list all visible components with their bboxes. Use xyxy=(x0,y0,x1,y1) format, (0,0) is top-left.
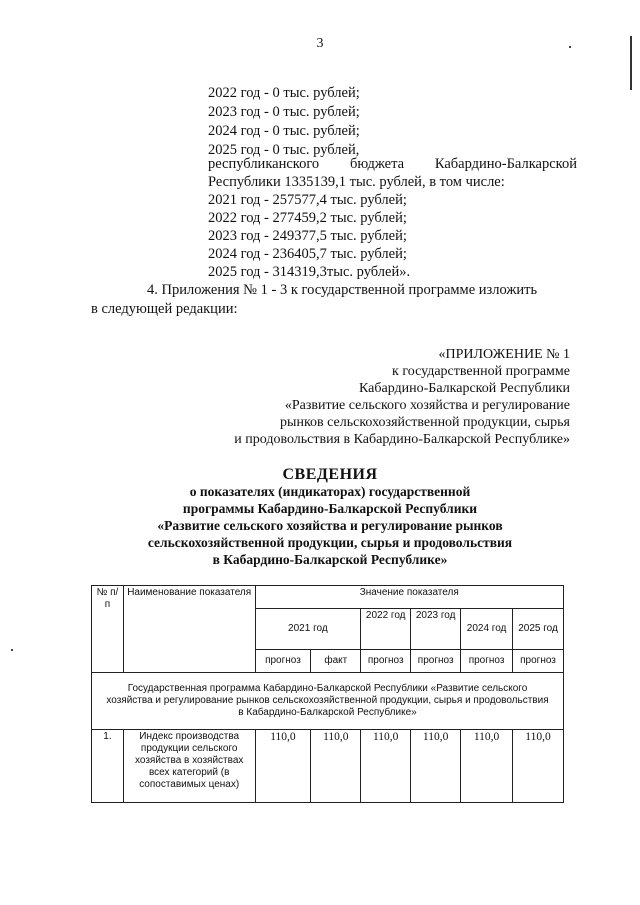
heading-line: сельскохозяйственной продукции, сырья и продовольствия xyxy=(147,535,513,550)
page-number: 3 xyxy=(316,36,324,51)
heading-line: в Кабардино-Балкарской Республике» xyxy=(212,552,448,567)
budget-year-line: 2024 год - 236405,7 тыс. рублей; xyxy=(208,246,407,262)
row-value: 110,0 xyxy=(411,730,461,803)
scan-speck xyxy=(11,649,13,651)
header-year: 2021 год xyxy=(255,609,361,650)
budget-year-line: 2022 год - 277459,2 тыс. рублей; xyxy=(208,210,407,226)
table-row xyxy=(92,730,564,803)
scan-speck xyxy=(569,46,571,48)
appendix-header xyxy=(150,346,570,448)
appendix-line: к государственной программе xyxy=(392,364,570,379)
header-name: Наименование показателя xyxy=(123,586,255,673)
republic-budget-line: республиканского бюджета Кабардино-Балкарской xyxy=(208,156,577,172)
appendix-line: «Развитие сельского хозяйства и регулирование xyxy=(284,398,570,413)
subhead-forecast: прогноз xyxy=(513,650,564,673)
appendix-line: и продовольствия в Кабардино-Балкарской Республике» xyxy=(234,432,570,447)
heading-line: о показателях (индикаторах) государственной xyxy=(189,484,471,499)
heading-title: СВЕДЕНИЯ xyxy=(282,466,378,483)
row-name: Индекс производства продукции сельского хозяйства в хозяйствах всех категорий (в сопоставимых ценах) xyxy=(123,730,255,803)
scan-edge-mark xyxy=(630,36,632,90)
appendix-line: рынков сельскохозяйственной продукции, сырья xyxy=(280,415,570,430)
budget-line: 2023 год - 0 тыс. рублей; xyxy=(208,104,360,120)
section-title: Государственная программа Кабардино-Балкарской Республики «Развитие сельского хозяйства и регулирование рынков сельскохозяйственной продукции, сырья и продовольствия в Кабардино-Балкарской Республике» xyxy=(92,673,564,730)
header-num: № п/п xyxy=(92,586,124,673)
row-value: 110,0 xyxy=(311,730,361,803)
budget-year-line: 2023 год - 249377,5 тыс. рублей; xyxy=(208,228,407,244)
row-value: 110,0 xyxy=(513,730,564,803)
subhead-fact: факт xyxy=(311,650,361,673)
item4-text: 4. Приложения № 1 - 3 к государственной программе изложить xyxy=(147,282,538,298)
budget-line: 2024 год - 0 тыс. рублей; xyxy=(208,123,360,139)
indicators-table xyxy=(91,585,564,803)
item4-text: в следующей редакции: xyxy=(91,301,238,317)
budget-year-line: 2021 год - 257577,4 тыс. рублей; xyxy=(208,192,407,208)
header-year: 2025 год xyxy=(513,609,564,650)
appendix-line: «ПРИЛОЖЕНИЕ № 1 xyxy=(438,347,570,362)
header-value: Значение показателя xyxy=(255,586,564,609)
heading-line: «Развитие сельского хозяйства и регулирование рынков xyxy=(157,518,503,533)
row-value: 110,0 xyxy=(255,730,311,803)
subhead-forecast: прогноз xyxy=(411,650,461,673)
appendix-line: Кабардино-Балкарской Республики xyxy=(359,381,570,396)
budget-year-line: 2025 год - 314319,3тыс. рублей». xyxy=(208,264,411,280)
subhead-forecast: прогноз xyxy=(461,650,513,673)
document-heading xyxy=(60,466,600,568)
header-year: 2022 год xyxy=(361,609,411,650)
budget-line: 2025 год - 0 тыс. рублей, xyxy=(208,142,360,158)
row-value: 110,0 xyxy=(361,730,411,803)
subhead-forecast: прогноз xyxy=(361,650,411,673)
budget-line: 2022 год - 0 тыс. рублей; xyxy=(208,85,360,101)
republic-budget-line: Республики 1335139,1 тыс. рублей, в том числе: xyxy=(208,174,505,190)
row-num: 1. xyxy=(92,730,124,803)
header-year: 2023 год xyxy=(411,609,461,650)
heading-line: программы Кабардино-Балкарской Республики xyxy=(182,501,478,516)
subhead-forecast: прогноз xyxy=(255,650,311,673)
row-value: 110,0 xyxy=(461,730,513,803)
header-year: 2024 год xyxy=(461,609,513,650)
